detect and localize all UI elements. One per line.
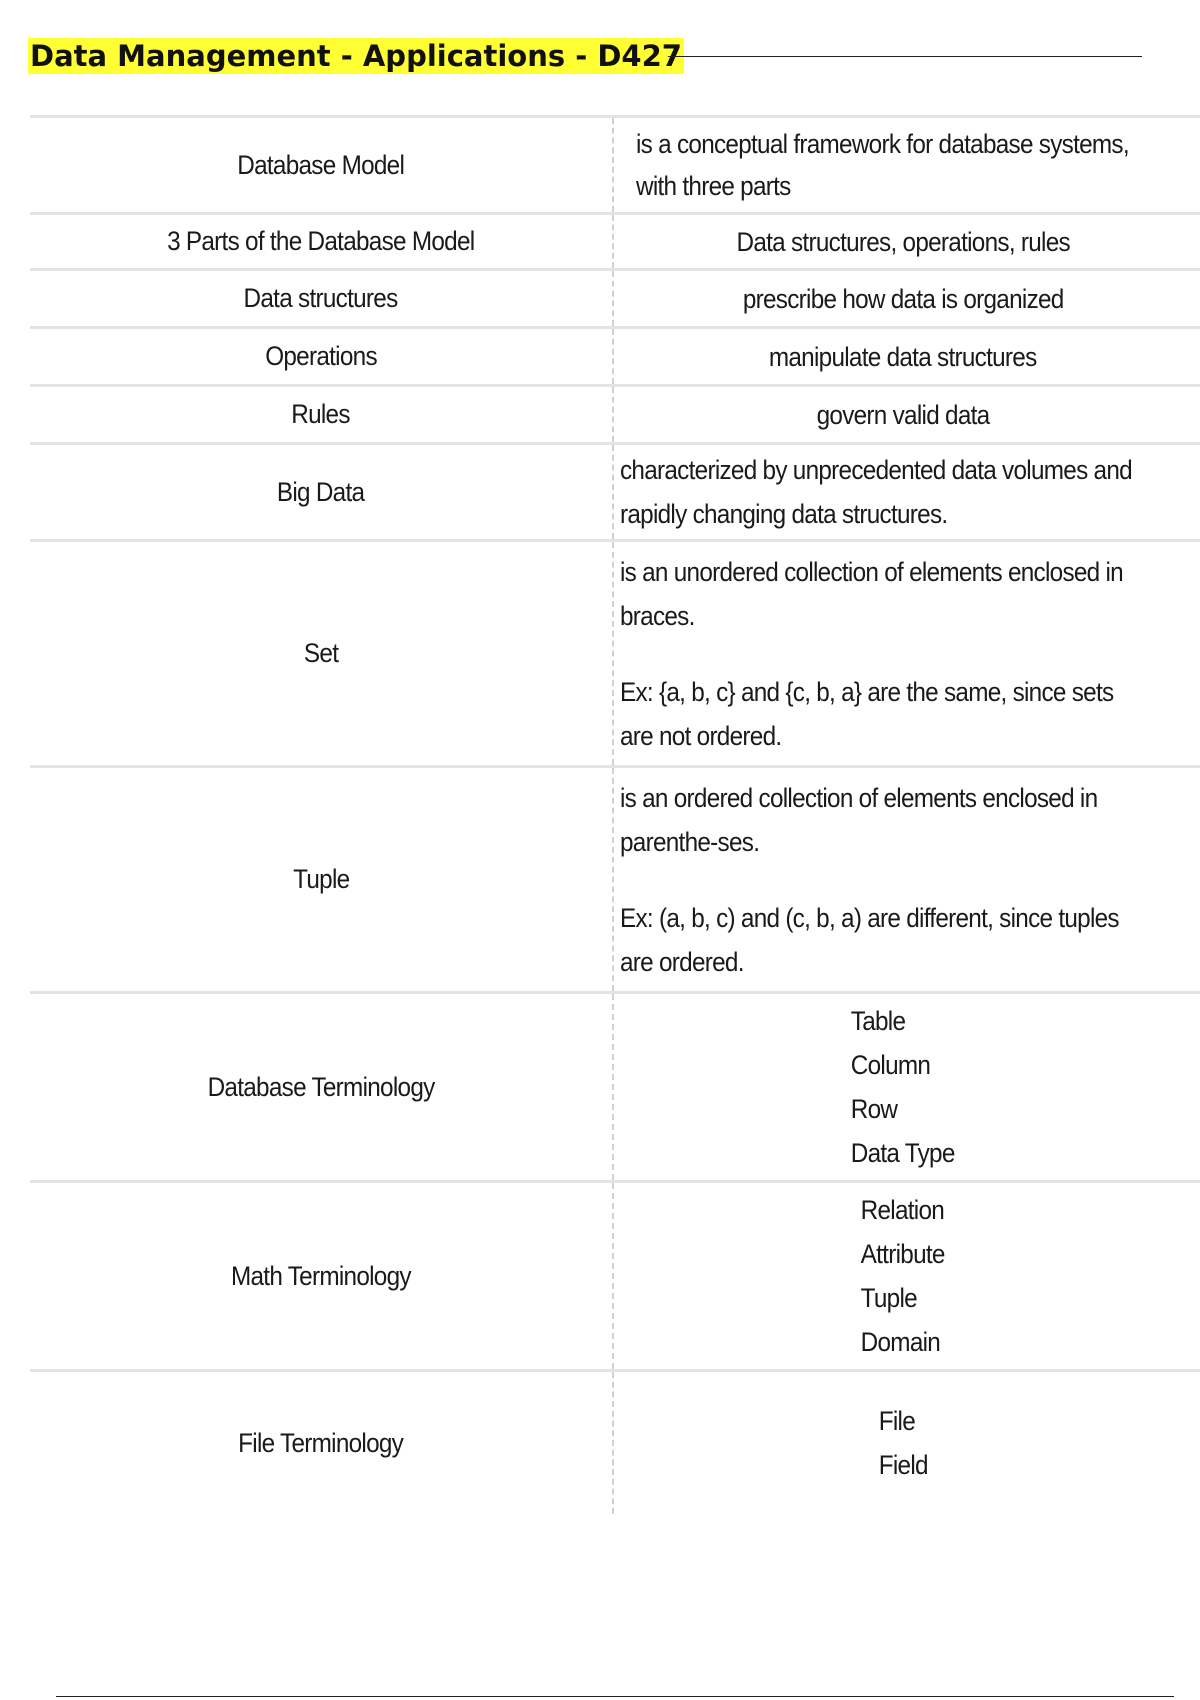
term-cell: Database Terminology xyxy=(207,1071,435,1102)
term-cell: Math Terminology xyxy=(231,1260,411,1291)
list-item: Tuple xyxy=(860,1283,918,1313)
term-list xyxy=(851,999,955,1175)
term-cell: Operations xyxy=(265,341,377,371)
table-row xyxy=(30,387,1200,445)
table-row xyxy=(30,1372,1200,1514)
term-cell: Rules xyxy=(291,399,351,429)
definition-cell: is an ordered collection of elements enclosed in parenthe-ses. Ex: (a, b, c) and (c, b, a) are different, since tuples are ordered. xyxy=(612,768,1200,991)
definition-cell: manipulate data structures xyxy=(612,329,1200,384)
list-item: Attribute xyxy=(860,1239,946,1269)
term-list xyxy=(861,1188,945,1364)
table-row xyxy=(30,994,1200,1183)
term-list xyxy=(878,1399,927,1487)
document-title: Data Management - Applications - D427 xyxy=(30,39,682,73)
list-item: Domain xyxy=(860,1327,941,1357)
table-row xyxy=(30,542,1200,768)
definition-cell: govern valid data xyxy=(612,387,1200,442)
title-row xyxy=(28,34,1142,74)
term-cell: Big Data xyxy=(277,476,365,507)
title-rule xyxy=(668,56,1142,57)
list-item: Row xyxy=(851,1094,898,1124)
table-row xyxy=(30,271,1200,329)
list-item: Relation xyxy=(860,1195,945,1225)
term-cell: Data structures xyxy=(244,283,398,313)
table-row xyxy=(30,445,1200,542)
definition-cell xyxy=(612,994,1200,1180)
term-cell: Database Model xyxy=(237,149,405,180)
definition-cell: is a conceptual framework for database systems, with three parts xyxy=(612,118,1200,212)
table-row xyxy=(30,215,1200,271)
definition-cell: characterized by unprecedented data volumes and rapidly changing data structures. xyxy=(612,445,1200,539)
table-row xyxy=(30,118,1200,215)
table-row xyxy=(30,329,1200,387)
table-row xyxy=(30,1183,1200,1372)
definition-cell: is an unordered collection of elements enclosed in braces. Ex: {a, b, c} and {c, b, a} are the same, since sets are not ordered. xyxy=(612,542,1200,765)
table-row xyxy=(30,768,1200,994)
definition-cell xyxy=(612,1372,1200,1514)
list-item: Column xyxy=(851,1050,931,1080)
definition-cell xyxy=(612,1183,1200,1369)
term-cell: Set xyxy=(303,638,339,668)
term-cell: Tuple xyxy=(292,864,350,894)
term-cell: 3 Parts of the Database Model xyxy=(167,226,475,256)
list-item: File xyxy=(878,1406,915,1436)
list-item: Field xyxy=(878,1450,928,1480)
definition-cell: prescribe how data is organized xyxy=(612,271,1200,326)
definition-cell: Data structures, operations, rules xyxy=(612,215,1200,268)
term-cell: File Terminology xyxy=(238,1427,404,1458)
list-item: Table xyxy=(851,1006,906,1036)
footer-rule xyxy=(56,1696,1174,1697)
flashcard-table xyxy=(30,115,1200,1514)
list-item: Data Type xyxy=(851,1138,955,1168)
